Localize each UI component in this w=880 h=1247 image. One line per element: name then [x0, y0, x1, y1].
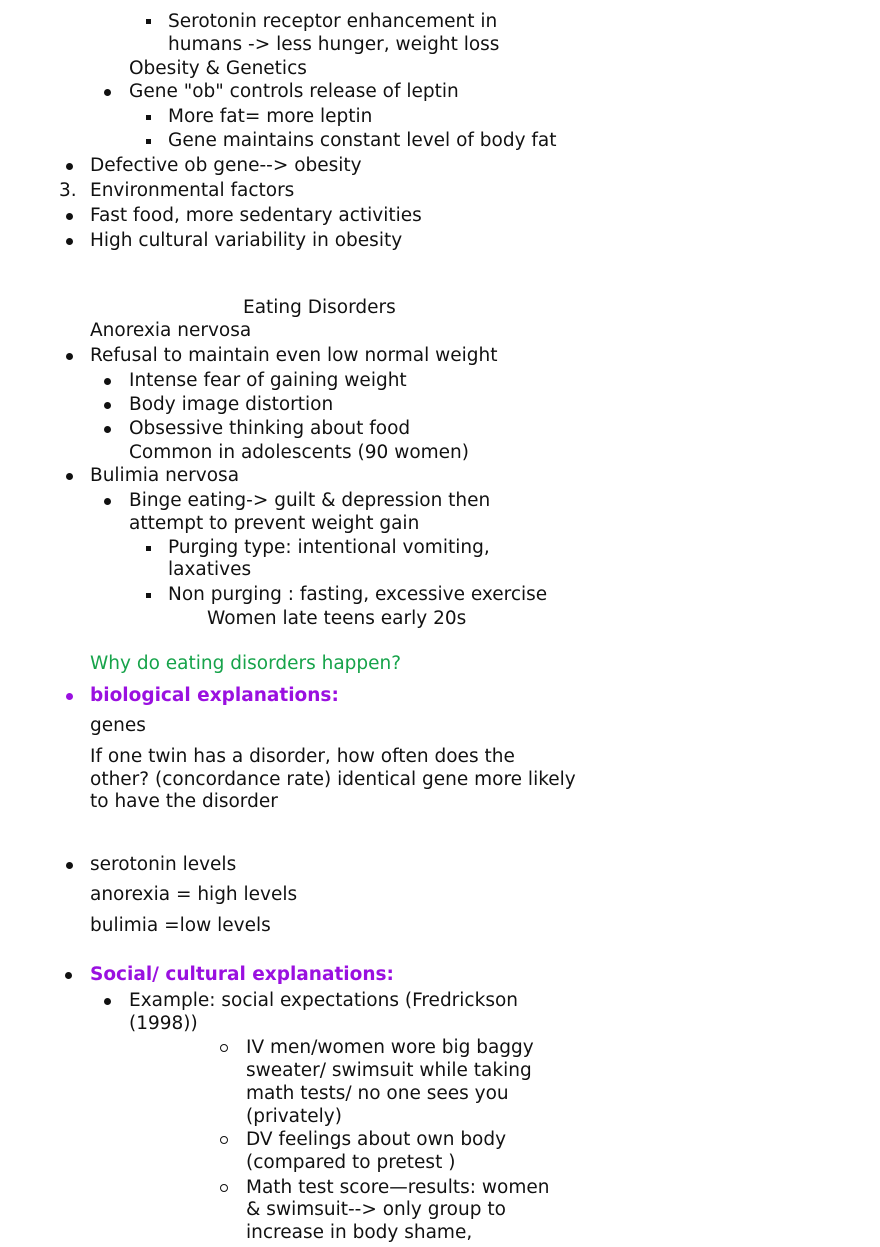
square-bullet-icon	[146, 593, 151, 598]
square-bullet-icon	[146, 19, 151, 24]
text-line: Gene "ob" controls release of leptin	[129, 81, 459, 102]
text-line: Bulimia nervosa	[90, 465, 240, 486]
biological-explanations-heading: biological explanations:	[90, 685, 339, 706]
text-line: Non purging : fasting, excessive exercise	[168, 584, 548, 605]
text-line: Refusal to maintain even low normal weight	[90, 345, 498, 366]
bullet-icon	[104, 402, 111, 409]
text-line: Common in adolescents (90 women)	[129, 442, 469, 463]
text-line: humans -> less hunger, weight loss	[168, 34, 500, 55]
bullet-icon	[104, 498, 111, 505]
text-line: Defective ob gene--> obesity	[90, 155, 362, 176]
section-heading-eating-disorders: Eating Disorders	[243, 297, 396, 318]
bullet-icon	[104, 426, 111, 433]
text-line: serotonin levels	[90, 854, 237, 875]
text-line: attempt to prevent weight gain	[129, 513, 420, 534]
square-bullet-icon	[146, 139, 151, 144]
text-line: DV feelings about own body	[246, 1129, 507, 1150]
square-bullet-icon	[146, 546, 151, 551]
bullet-icon	[66, 862, 73, 869]
text-line: Serotonin receptor enhancement in	[168, 11, 498, 32]
text-line: & swimsuit--> only group to	[246, 1199, 506, 1220]
text-line: genes	[90, 715, 146, 736]
social-explanations-heading: Social/ cultural explanations:	[90, 964, 394, 985]
bullet-icon	[66, 238, 73, 245]
text-line: bulimia =low levels	[90, 915, 271, 936]
text-line: increase in body shame,	[246, 1222, 473, 1243]
text-line: sweater/ swimsuit while taking	[246, 1060, 532, 1081]
bullet-icon	[104, 89, 111, 96]
bullet-icon	[104, 998, 111, 1005]
subheading-obesity-genetics: Obesity & Genetics	[129, 58, 307, 79]
text-line: (compared to pretest )	[246, 1152, 456, 1173]
bullet-icon	[66, 473, 73, 480]
text-line: More fat= more leptin	[168, 106, 373, 127]
circle-bullet-icon	[220, 1136, 228, 1144]
text-line: Math test score—results: women	[246, 1177, 550, 1198]
circle-bullet-icon	[220, 1044, 228, 1052]
bullet-icon	[66, 353, 73, 360]
text-line: High cultural variability in obesity	[90, 230, 403, 251]
text-line: Intense fear of gaining weight	[129, 370, 407, 391]
text-line: Body image distortion	[129, 394, 334, 415]
bullet-icon	[65, 972, 72, 979]
question-heading: Why do eating disorders happen?	[90, 653, 402, 674]
circle-bullet-icon	[220, 1184, 228, 1192]
text-line: (1998))	[129, 1013, 198, 1034]
text-line: Binge eating-> guilt & depression then	[129, 490, 491, 511]
text-line: Anorexia nervosa	[90, 320, 252, 341]
text-line: Fast food, more sedentary activities	[90, 205, 422, 226]
text-line: math tests/ no one sees you	[246, 1083, 509, 1104]
text-line: (privately)	[246, 1106, 342, 1127]
text-line: Women late teens early 20s	[207, 608, 467, 629]
text-line: IV men/women wore big baggy	[246, 1037, 534, 1058]
bullet-icon	[66, 693, 73, 700]
text-line: Obsessive thinking about food	[129, 418, 411, 439]
bullet-icon	[66, 213, 73, 220]
text-line: Example: social expectations (Fredrickson	[129, 990, 518, 1011]
text-line: other? (concordance rate) identical gene more likely	[90, 769, 576, 790]
text-line: Purging type: intentional vomiting,	[168, 537, 490, 558]
text-line: If one twin has a disorder, how often does the	[90, 746, 515, 767]
list-number: 3.	[59, 180, 77, 201]
text-line: to have the disorder	[90, 791, 278, 812]
text-line: Gene maintains constant level of body fat	[168, 130, 557, 151]
text-line: laxatives	[168, 559, 252, 580]
text-line: anorexia = high levels	[90, 884, 298, 905]
bullet-icon	[66, 163, 73, 170]
text-line: Environmental factors	[90, 180, 295, 201]
bullet-icon	[104, 378, 111, 385]
square-bullet-icon	[146, 115, 151, 120]
